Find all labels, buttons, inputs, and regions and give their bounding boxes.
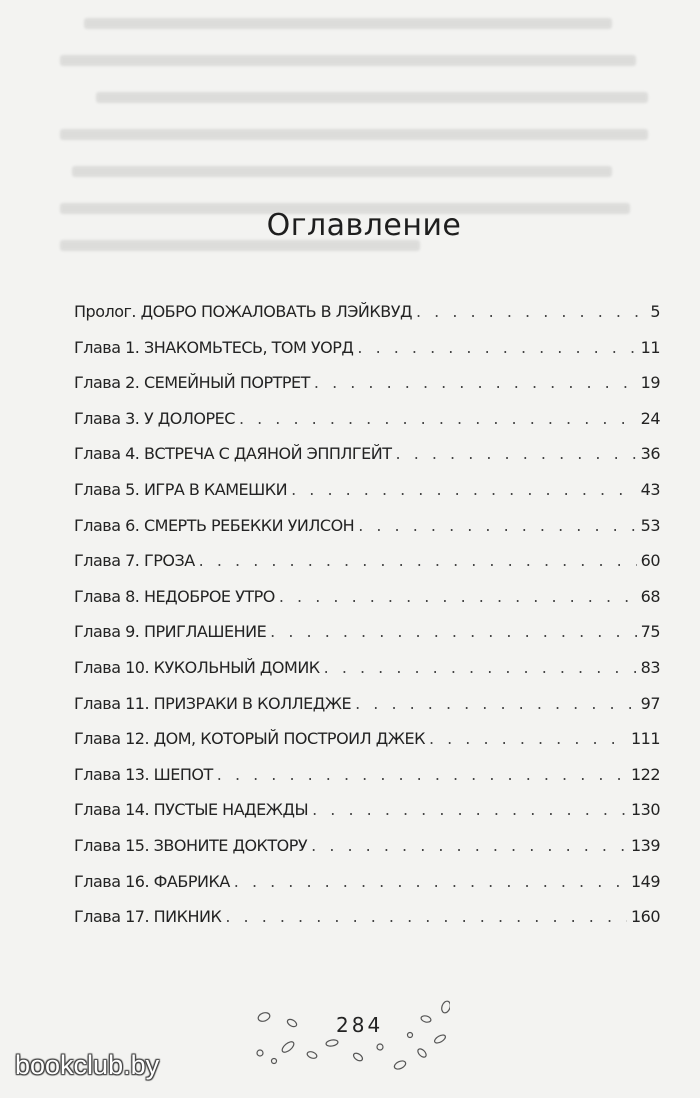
toc-entry-title: Глава 11. ПРИЗРАКИ В КОЛЛЕДЖЕ [74,693,352,713]
toc-entry-page: 97 [640,693,660,713]
dot-leader [314,373,637,392]
toc-entry-page: 43 [640,479,660,499]
toc-entry [74,338,660,374]
dot-leader [239,409,637,428]
dot-leader [396,444,637,463]
toc-entry [74,765,660,801]
toc-entry [74,658,660,694]
dot-leader [324,658,637,677]
toc-entry-page: 11 [640,337,660,357]
toc-entry-title: Глава 3. У ДОЛОРЕС [74,408,235,428]
dot-leader [357,338,636,357]
toc-entry [74,694,660,730]
dot-leader [416,302,646,321]
toc-entry [74,907,660,943]
toc-entry [74,800,660,836]
toc-entry-title: Глава 10. КУКОЛЬНЫЙ ДОМИК [74,657,320,677]
toc-entry-title: Глава 16. ФАБРИКА [74,871,230,891]
dot-leader [312,800,627,819]
toc-entry [74,729,660,765]
toc-entry [74,587,660,623]
toc-entry [74,516,660,552]
toc-entry-page: 139 [630,835,660,855]
toc-entry-title: Глава 14. ПУСТЫЕ НАДЕЖДЫ [74,800,309,820]
dot-leader [234,872,627,891]
dot-leader [225,907,627,926]
toc-entry [74,373,660,409]
toc-entry-page: 130 [630,800,660,820]
toc-entry [74,836,660,872]
toc-entry-page: 68 [640,586,660,606]
toc-entry-page: 36 [640,444,660,464]
toc-entry-title: Глава 1. ЗНАКОМЬТЕСЬ, ТОМ УОРД [74,337,354,357]
dot-leader [217,765,627,784]
dot-leader [355,694,637,713]
toc-entry-title: Глава 12. ДОМ, КОТОРЫЙ ПОСТРОИЛ ДЖЕК [74,729,425,749]
toc-entry-title: Глава 9. ПРИГЛАШЕНИЕ [74,622,267,642]
toc-entry-page: 149 [630,871,660,891]
toc-entry-page: 111 [630,729,660,749]
dot-leader [279,587,637,606]
toc-entry-title: Глава 8. НЕДОБРОЕ УТРО [74,586,275,606]
dot-leader [199,551,637,570]
dot-leader [429,729,627,748]
toc-entry-page: 160 [630,907,660,927]
dot-leader [311,836,627,855]
toc-entry-page: 75 [640,622,660,642]
page-title: Оглавление [266,208,462,243]
dot-leader [270,622,636,641]
toc-entry-page: 53 [640,515,660,535]
toc-entry-page: 60 [640,551,660,571]
dot-leader [358,516,636,535]
table-of-contents [74,302,660,943]
toc-entry [74,302,660,338]
watermark: bookclub.by [15,1050,160,1080]
toc-entry-title: Глава 17. ПИКНИК [74,907,222,927]
toc-entry [74,480,660,516]
toc-entry-title: Глава 15. ЗВОНИТЕ ДОКТОРУ [74,835,308,855]
dot-leader [291,480,637,499]
toc-entry-page: 122 [630,764,660,784]
toc-entry-title: Пролог. ДОБРО ПОЖАЛОВАТЬ В ЛЭЙКВУД [74,302,412,321]
toc-entry-title: Глава 7. ГРОЗА [74,551,195,571]
toc-entry-page: 83 [640,657,660,677]
toc-entry-title: Глава 6. СМЕРТЬ РЕБЕККИ УИЛСОН [74,515,355,535]
toc-entry [74,872,660,908]
toc-entry-title: Глава 13. ШЕПОТ [74,764,213,784]
toc-entry-title: Глава 5. ИГРА В КАМЕШКИ [74,479,288,499]
page-number: 284 [336,1013,384,1037]
toc-entry [74,551,660,587]
toc-entry-page: 19 [640,373,660,393]
toc-entry-page: 24 [640,408,660,428]
toc-entry [74,409,660,445]
toc-entry-title: Глава 4. ВСТРЕЧА С ДАЯНОЙ ЭППЛГЕЙТ [74,444,392,464]
toc-entry [74,444,660,480]
toc-entry-page: 5 [650,302,660,321]
toc-entry-title: Глава 2. СЕМЕЙНЫЙ ПОРТРЕТ [74,373,310,393]
toc-entry [74,622,660,658]
